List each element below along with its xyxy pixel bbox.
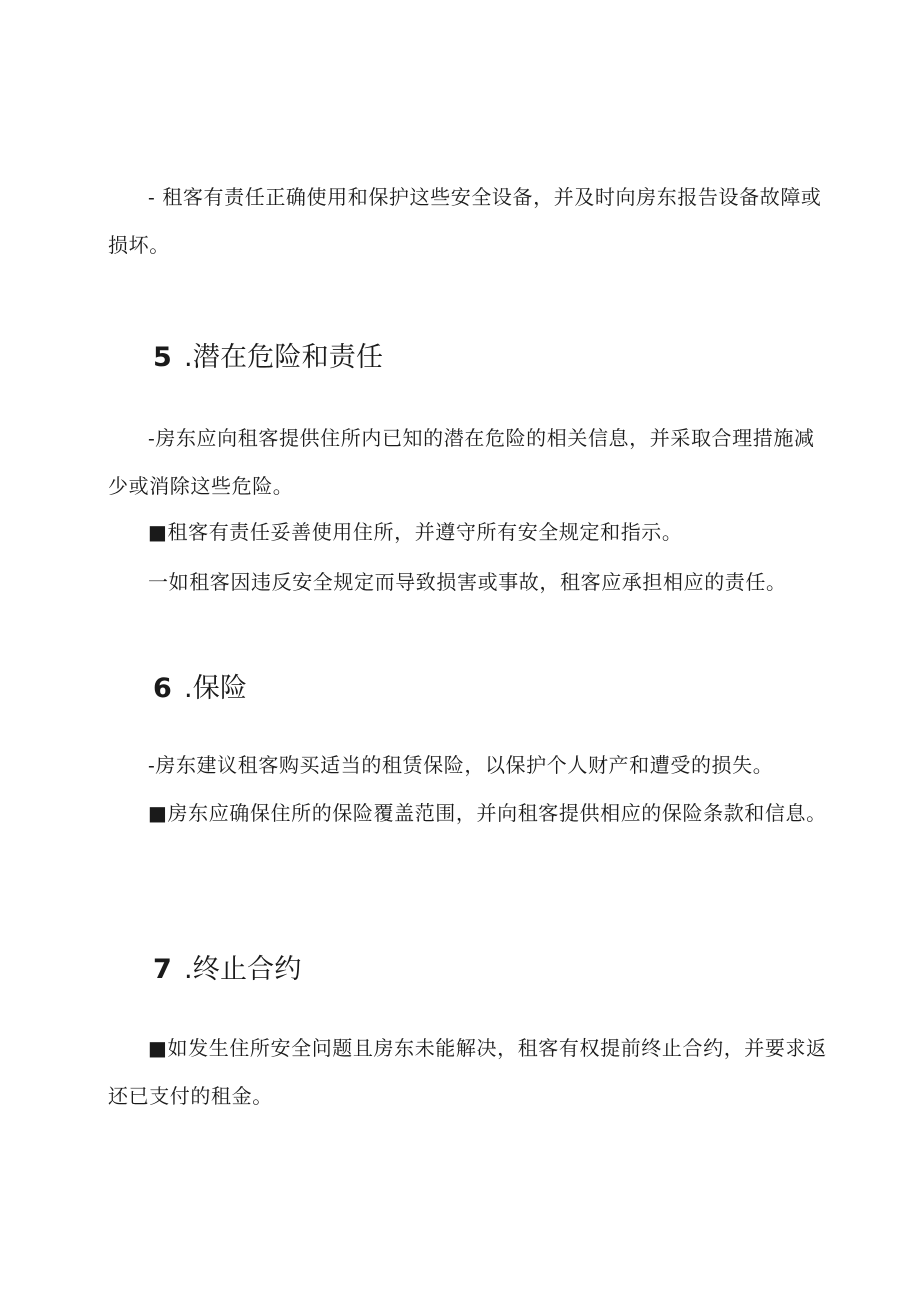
section-5-title: .潜在危险和责任: [184, 342, 384, 373]
section-6-item-1: -房东建议租客购买适当的租赁保险，以保护个人财产和遭受的损失。: [148, 753, 774, 777]
section-6-item-2: ■房东应确保住所的保险覆盖范围，并向租客提供相应的保险条款和信息。: [148, 801, 827, 825]
section-6-title: .保险: [184, 673, 248, 704]
section-5-heading: [153, 338, 383, 378]
section-7-item-1: ■如发生住所安全问题且房东未能解决，租客有权提前终止合约，并要求返还已支付的租金。: [108, 1036, 827, 1108]
section-6-heading: [153, 669, 247, 709]
section-5-item-1: -房东应向租客提供住所内已知的潜在危险的相关信息，并采取合理措施减少或消除这些危险。: [108, 426, 815, 498]
section-5-item-2: ■租客有责任妥善使用住所，并遵守所有安全规定和指示。: [148, 520, 683, 544]
section-7-heading: [153, 950, 302, 990]
section-5-number: 5: [153, 342, 172, 373]
section-6-number: 6: [153, 673, 172, 704]
section-7-title: .终止合约: [184, 954, 302, 985]
section-7-number: 7: [153, 954, 172, 985]
paragraph-equipment-responsibility: - 租客有责任正确使用和保护这些安全设备，并及时向房东报告设备故障或损坏。: [108, 185, 822, 257]
section-5-item-3: 一如租客因违反安全规定而导致损害或事故，租客应承担相应的责任。: [148, 570, 787, 594]
